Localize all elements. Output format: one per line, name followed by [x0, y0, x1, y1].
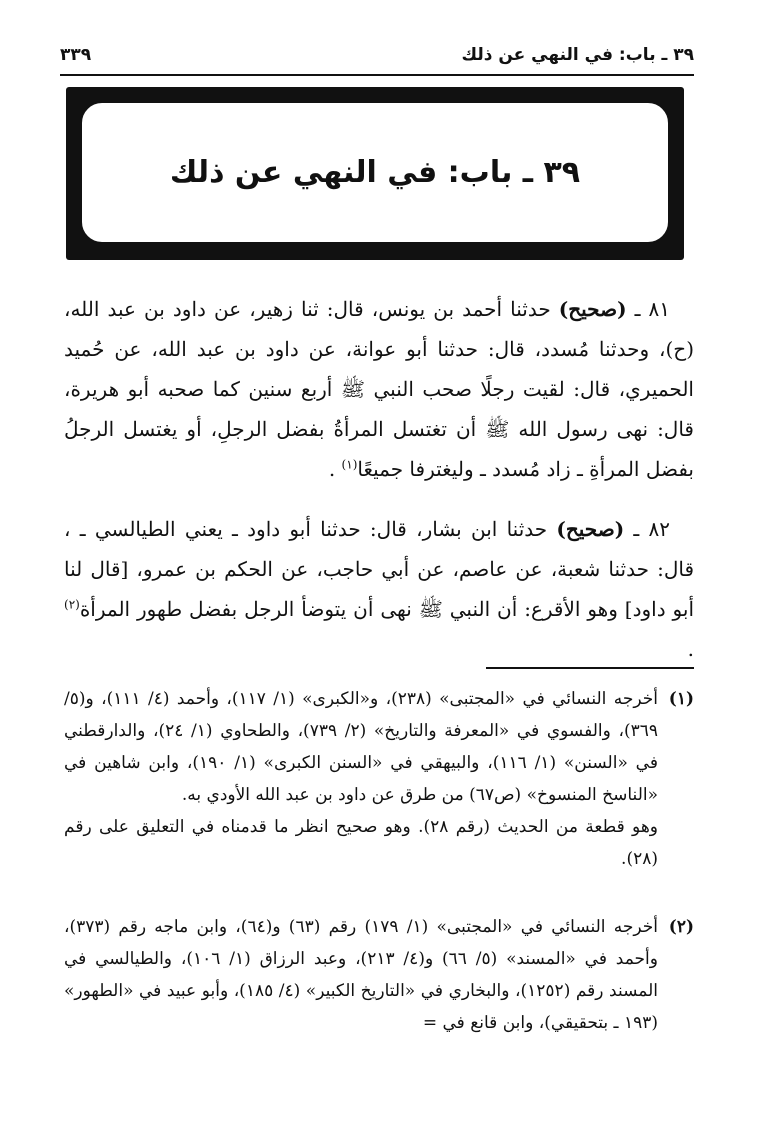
hadith-grade: (صحيح) — [556, 517, 625, 541]
running-header — [60, 40, 694, 70]
hadith-text: حدثنا أحمد بن يونس، قال: ثنا زهير، عن داود بن عبد الله، (ح)، وحدثنا مُسدد، قال: حدثنا أبو عوانة، عن داود بن عبد الله، عن حُميد الحميري، قال: لقيت رجلًا صحب النبي ﷺ أربع سنين كما صحبه أبو هريرة، قال: نهى رسول الله ﷺ أن تغتسل المرأةُ بفضل الرجلِ، أو يغتسل الرجلُ بفضل المرأةِ ـ زاد مُسدد ـ وليغترفا جميعًا — [64, 297, 694, 481]
footnote-1 — [64, 683, 694, 875]
footnote-2 — [64, 911, 694, 1039]
hadith-text: حدثنا ابن بشار، قال: حدثنا أبو داود ـ يعني الطيالسي ـ ، قال: حدثنا شعبة، عن عاصم، عن أبي حاجب، عن الحكم بن عمرو، [قال لنا أبو داود] وهو الأقرع: أن النبي ﷺ نهى أن يتوضأ الرجل بفضل طهور المرأة — [64, 517, 694, 621]
footnote-paragraph: أخرجه النسائي في «المجتبى» (١/ ١٧٩) رقم (٦٣) و(٦٤)، وابن ماجه رقم (٣٧٣)، وأحمد في «المسند» (٥/ ٦٦) و(٤/ ٢١٣)، وعبد الرزاق (١/ ١٠٦)، والطيالسي في المسند رقم (١٢٥٢)، والبخاري في «التاريخ الكبير» (٤/ ١٨٥)، وأبو عبيد في «الطهور» (١٩٣ ـ بتحقيقي)، وابن قانع في = — [64, 917, 658, 1033]
footnote-marker: (٢) — [668, 917, 694, 937]
hadith-number: ٨١ ـ — [634, 297, 671, 321]
footnote-ref[interactable]: (٢) — [64, 597, 80, 612]
hadith-end: . — [687, 637, 694, 661]
footnote-marker: (١) — [668, 689, 694, 709]
footnote-body — [64, 911, 658, 1039]
footnote-paragraph: وهو قطعة من الحديث (رقم ٢٨). وهو صحيح انظر ما قدمناه في التعليق على رقم (٢٨). — [64, 817, 658, 869]
footnote-body — [64, 683, 658, 875]
hadith-grade: (صحيح) — [558, 297, 627, 321]
footnote-separator — [486, 667, 694, 669]
footnote-ref[interactable]: (١) — [341, 457, 358, 472]
hadith-82 — [64, 509, 694, 669]
running-title: ٣٩ ـ باب: في النهي عن ذلك — [461, 45, 694, 65]
hadith-end: . — [328, 457, 342, 481]
hadith-81 — [64, 289, 694, 489]
header-rule — [60, 74, 694, 76]
chapter-title: ٣٩ ـ باب: في النهي عن ذلك — [169, 155, 581, 190]
hadith-number: ٨٢ ـ — [633, 517, 671, 541]
page-number: ٣٣٩ — [60, 45, 92, 65]
footnote-paragraph: أخرجه النسائي في «المجتبى» (٢٣٨)، و«الكبرى» (١/ ١١٧)، وأحمد (٤/ ١١١)، و(٥/ ٣٦٩)، والفسوي في «المعرفة والتاريخ» (٢/ ٧٣٩)، والطحاوي (١/ ٢٤)، والدارقطني في «السنن» (١/ ١١٦)، والبيهقي في «السنن الكبرى» (١/ ١٩٠)، وابن شاهين في «الناسخ المنسوخ» (ص٦٧) من طرق عن داود بن عبد الله الأودي به. — [64, 689, 658, 805]
